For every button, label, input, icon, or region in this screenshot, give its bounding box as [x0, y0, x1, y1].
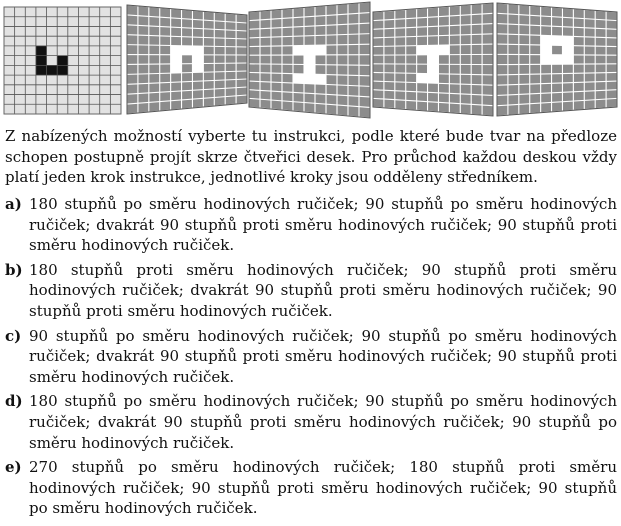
hole-cell-2-1: [171, 55, 182, 64]
question-text: Z nabízených možností vyberte tu instrukci, podle které bude tvar na předloze schopen postupně projít skrze čtveřici desek. Pro průchod každou deskou vždy platí jeden krok instrukce, jednotlivé kroky jsou odděleny středníkem.: [5, 127, 617, 187]
hole-cell-2-0: [171, 45, 204, 54]
option-d[interactable]: [5, 391, 617, 453]
option-b-letter: b): [5, 260, 23, 279]
hole-cell-5-3: [552, 55, 563, 65]
option-b-text: 180 stupňů proti směru hodinových ručiček; 90 stupňů proti směru hodinových ručiček; dvakrát 90 stupňů proti směru hodinových ručiček; 90 stupňů proti směru hodinových ručiček.: [29, 260, 617, 320]
option-c-letter: c): [5, 326, 22, 345]
option-c-text: 90 stupňů po směru hodinových ručiček; 90 stupňů po směru hodinových ručiček; dvakrát 90 stupňů proti směru hodinových ručiček; 90 stupňů proti směru hodinových ručiček.: [29, 326, 617, 386]
boards-group: [4, 2, 617, 118]
option-a[interactable]: [5, 194, 617, 256]
hole-cell-4-0: [417, 45, 450, 55]
hole-cell-3-0: [293, 45, 326, 55]
hole-cell-4-2: [417, 73, 428, 83]
shape-cell-1-0: [36, 46, 47, 75]
option-b[interactable]: [5, 260, 617, 322]
option-c[interactable]: [5, 326, 617, 388]
answer-options: [5, 194, 617, 523]
option-d-letter: d): [5, 392, 23, 411]
option-e[interactable]: [5, 457, 617, 519]
hole-cell-2-2: [192, 55, 203, 64]
option-a-letter: a): [5, 195, 22, 213]
hole-cell-2-4: [192, 64, 203, 73]
option-d-text: 180 stupňů po směru hodinových ručiček; 90 stupňů po směru hodinových ručiček; dvakrát 90 stupňů proti směru hodinových ručiček; 90 stupňů po směru hodinových ručiček.: [29, 392, 617, 452]
option-a-text: 180 stupňů po směru hodinových ručiček; 90 stupňů po směru hodinových ručiček; dvakrát 90 stupňů proti směru hodinových ručiček; 90 stupňů proti směru hodinových ručiček.: [29, 195, 617, 255]
hole-cell-5-0: [541, 35, 574, 45]
hole-cell-4-1: [428, 55, 439, 84]
boards-figure: [0, 0, 621, 120]
option-e-letter: e): [5, 458, 22, 477]
hole-cell-2-3: [171, 64, 182, 73]
option-e-text: 270 stupňů po směru hodinových ručiček; 180 stupňů proti směru hodinových ručiček; 90 stupňů proti směru hodinových ručiček; 90 stupňů po směru hodinových ručiček.: [29, 458, 617, 518]
shape-cell-1-1: [47, 65, 58, 75]
